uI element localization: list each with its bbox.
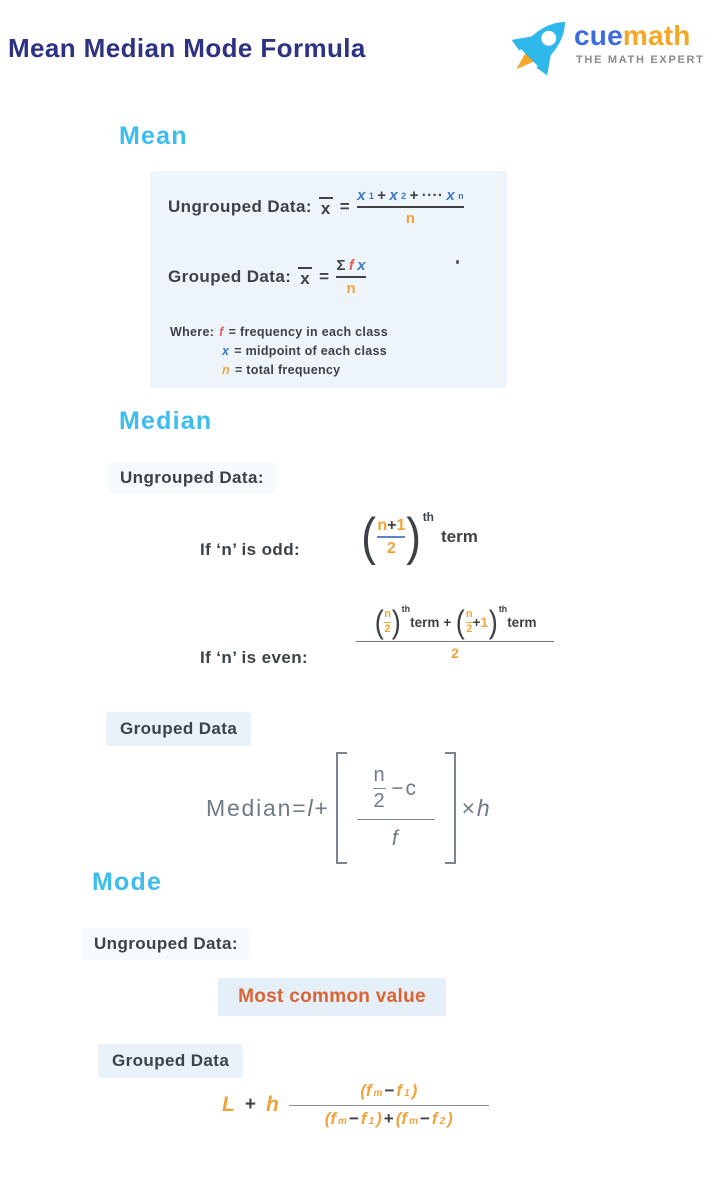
m-subscript: m	[338, 1115, 347, 1127]
x2-term: x	[389, 187, 399, 204]
where-f-text: = frequency in each class	[228, 325, 388, 339]
n-symbol: n	[373, 764, 387, 786]
two-denominator: 2	[386, 540, 396, 558]
where-n-text: = total frequency	[234, 363, 341, 377]
close-paren: )	[488, 604, 498, 640]
mean-panel	[150, 171, 507, 388]
mean-where-block	[170, 323, 388, 380]
minus-op: −	[419, 1108, 430, 1128]
f-denominator: f	[391, 827, 400, 850]
x-symbol: x	[222, 344, 230, 358]
open-paren-f: (f	[395, 1108, 408, 1128]
mean-grouped-label: Grouped Data:	[168, 267, 292, 287]
mode-heading: Mode	[92, 868, 163, 896]
brand-wordmark	[574, 20, 691, 52]
th-superscript: th	[498, 604, 508, 614]
open-paren-f: (f	[324, 1108, 337, 1128]
minus-op: −	[391, 776, 406, 800]
rocket-logo-icon	[506, 10, 576, 82]
L-symbol: L	[222, 1093, 235, 1117]
equals-sign: =	[319, 267, 330, 287]
most-common-value-box: Most common value	[218, 978, 446, 1016]
xn-subscript: n	[458, 191, 464, 201]
plus-op: +	[377, 187, 387, 204]
brand-math: math	[622, 20, 691, 51]
mode-ungrouped-label: Ungrouped Data:	[82, 928, 250, 960]
mode-grouped-formula	[222, 1082, 489, 1128]
plus-op: +	[387, 516, 397, 534]
minus-op: −	[348, 1108, 359, 1128]
median-word: Median	[206, 794, 293, 821]
x1-subscript: 1	[368, 191, 375, 201]
mode-grouped-label: Grouped Data	[98, 1044, 243, 1078]
one-digit: 1	[480, 614, 489, 630]
page-title: Mean Median Mode Formula	[8, 33, 366, 63]
f-symbol: f	[360, 1108, 367, 1128]
mode-fraction	[289, 1082, 489, 1128]
median-grouped-formula	[206, 752, 491, 864]
stray-dot	[456, 260, 459, 264]
median-heading: Median	[119, 407, 213, 435]
term-word: term	[441, 527, 478, 547]
minus-op: −	[384, 1081, 395, 1100]
h-symbol: h	[476, 794, 492, 821]
open-paren: (	[361, 508, 377, 566]
odd-case-formula	[360, 508, 478, 566]
two-denominator: 2	[373, 790, 387, 812]
mean-ungrouped-label: Ungrouped Data:	[168, 197, 312, 217]
n-symbol: n	[222, 363, 230, 377]
h-symbol: h	[265, 1093, 279, 1117]
f-symbol: f	[219, 325, 224, 339]
open-paren: (	[374, 604, 384, 640]
close-paren: )	[376, 1108, 382, 1128]
open-paren-f: (f	[360, 1081, 372, 1100]
l-symbol: l	[307, 794, 315, 821]
m-subscript: m	[373, 1088, 383, 1099]
where-label: Where:	[170, 325, 215, 339]
plus-op: +	[409, 187, 419, 204]
times-op: ×	[461, 794, 477, 821]
mean-heading: Mean	[119, 122, 188, 150]
n-symbol: n	[377, 516, 388, 534]
th-superscript: th	[422, 510, 435, 524]
term-word: term	[507, 614, 537, 630]
x2-subscript: 2	[401, 191, 407, 201]
even-case-formula	[356, 604, 554, 661]
c-symbol: c	[405, 776, 418, 800]
x-bar-symbol: x	[300, 269, 311, 289]
x-bar-symbol: x	[320, 199, 331, 219]
close-paren: )	[406, 508, 422, 566]
n-over-2-fraction	[466, 609, 473, 635]
left-bracket	[336, 752, 347, 864]
m-subscript: m	[409, 1115, 418, 1127]
median-grouped-label: Grouped Data	[106, 712, 251, 746]
n-symbol: n	[465, 608, 473, 621]
ellipsis-dots: ····	[421, 187, 444, 204]
brand-cue: cue	[574, 20, 623, 51]
odd-fraction	[377, 517, 405, 558]
mean-grouped-row	[168, 257, 366, 298]
n-denominator: n	[405, 210, 416, 228]
f-symbol: f	[431, 1108, 438, 1128]
x1-term: x	[357, 187, 366, 204]
plus-op: +	[244, 1094, 256, 1116]
median-ungrouped-label: Ungrouped Data:	[108, 462, 276, 494]
one-digit: 1	[396, 516, 406, 534]
f-symbol: f	[348, 257, 355, 274]
mean-grouped-fraction	[336, 257, 366, 298]
plus-op: +	[443, 614, 452, 630]
plus-op: +	[383, 1108, 394, 1128]
two-denominator: 2	[451, 644, 459, 661]
sigma-symbol: Σ	[336, 257, 346, 274]
two-denominator: 2	[384, 622, 391, 635]
th-superscript: th	[401, 604, 411, 614]
close-paren: )	[391, 604, 401, 640]
even-case-label: If ‘n’ is even:	[200, 648, 309, 667]
n-symbol: n	[384, 608, 391, 621]
plus-op: +	[472, 614, 481, 630]
one-subscript: 1	[368, 1115, 375, 1127]
median-inner-fraction	[349, 765, 443, 851]
equals-sign: =	[339, 197, 351, 217]
open-paren: (	[456, 604, 466, 640]
equals-sign: =	[292, 794, 308, 821]
x-symbol: x	[357, 257, 367, 274]
right-bracket	[445, 752, 456, 864]
one-subscript: 1	[404, 1088, 410, 1099]
mean-ungrouped-fraction	[357, 187, 464, 228]
close-paren: )	[447, 1108, 453, 1128]
xn-term: x	[446, 187, 456, 204]
n-over-2-fraction	[373, 765, 386, 812]
n-over-2-fraction	[384, 609, 391, 635]
two-subscript: 2	[439, 1115, 446, 1127]
term-word: term	[410, 614, 440, 630]
plus-op: +	[314, 794, 330, 821]
odd-case-label: If ‘n’ is odd:	[200, 540, 301, 559]
two-denominator: 2	[466, 622, 473, 635]
close-paren: )	[411, 1081, 418, 1100]
brand-tagline: THE MATH EXPERT	[576, 54, 705, 66]
mean-ungrouped-row	[168, 187, 464, 228]
n-denominator: n	[346, 280, 357, 298]
where-x-text: = midpoint of each class	[234, 344, 387, 358]
f-symbol: f	[396, 1081, 403, 1100]
